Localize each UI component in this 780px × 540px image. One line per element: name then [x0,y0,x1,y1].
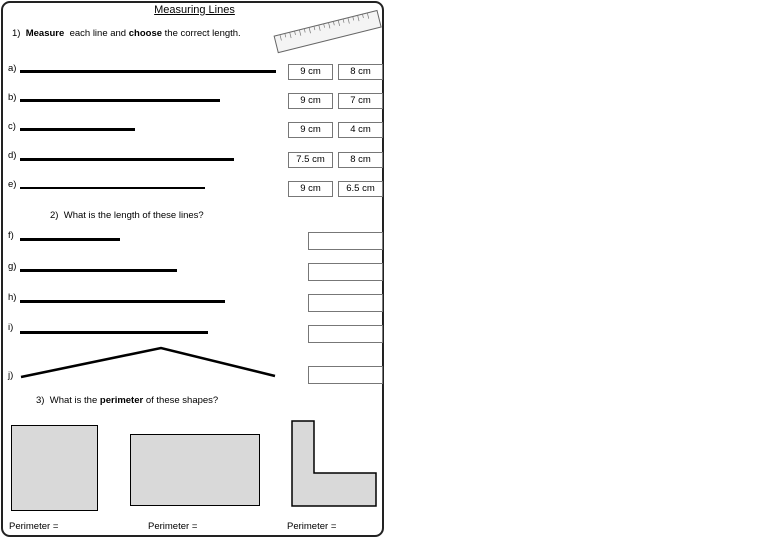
l-shape [290,419,380,509]
option-a-2[interactable]: 8 cm [338,64,383,80]
page-title: Measuring Lines [154,4,235,16]
answer-box-i[interactable] [308,325,383,343]
option-c-1[interactable]: 9 cm [288,122,333,138]
option-b-2[interactable]: 7 cm [338,93,383,109]
worksheet [1,1,384,537]
answer-box-g[interactable] [308,263,383,281]
item-a-label: a) [8,63,17,74]
rectangle-shape [130,434,260,506]
item-d-label: d) [8,150,17,161]
item-j-label: j) [8,370,14,381]
perimeter-label-rectangle: Perimeter = [148,521,198,532]
item-f-label: f) [8,230,14,241]
line-d [20,158,234,161]
option-b-1[interactable]: 9 cm [288,93,333,109]
line-f [20,238,120,241]
answer-box-h[interactable] [308,294,383,312]
line-e [20,187,205,189]
question-3-heading: 3) What is the perimeter of these shapes? [36,395,219,406]
option-c-2[interactable]: 4 cm [338,122,383,138]
answer-box-f[interactable] [308,232,383,250]
line-c [20,128,135,131]
item-b-label: b) [8,92,17,103]
question-1-heading: 1) Measure each line and choose the correct length. [12,28,241,39]
option-d-1[interactable]: 7.5 cm [288,152,333,168]
line-g [20,269,177,272]
option-e-2[interactable]: 6.5 cm [338,181,383,197]
item-c-label: c) [8,121,16,132]
perimeter-label-l-shape: Perimeter = [287,521,337,532]
question-2-heading: 2) What is the length of these lines? [50,210,204,221]
line-j-bent [3,341,293,386]
line-h [20,300,225,303]
option-a-1[interactable]: 9 cm [288,64,333,80]
square-shape [11,425,98,511]
answer-box-j[interactable] [308,366,383,384]
option-e-1[interactable]: 9 cm [288,181,333,197]
item-e-label: e) [8,179,17,190]
line-b [20,99,220,102]
option-d-2[interactable]: 8 cm [338,152,383,168]
item-h-label: h) [8,292,17,303]
item-i-label: i) [8,322,14,333]
line-a [20,70,276,73]
perimeter-label-square: Perimeter = [9,521,59,532]
item-g-label: g) [8,261,17,272]
line-i [20,331,208,334]
ruler-icon [271,9,385,57]
